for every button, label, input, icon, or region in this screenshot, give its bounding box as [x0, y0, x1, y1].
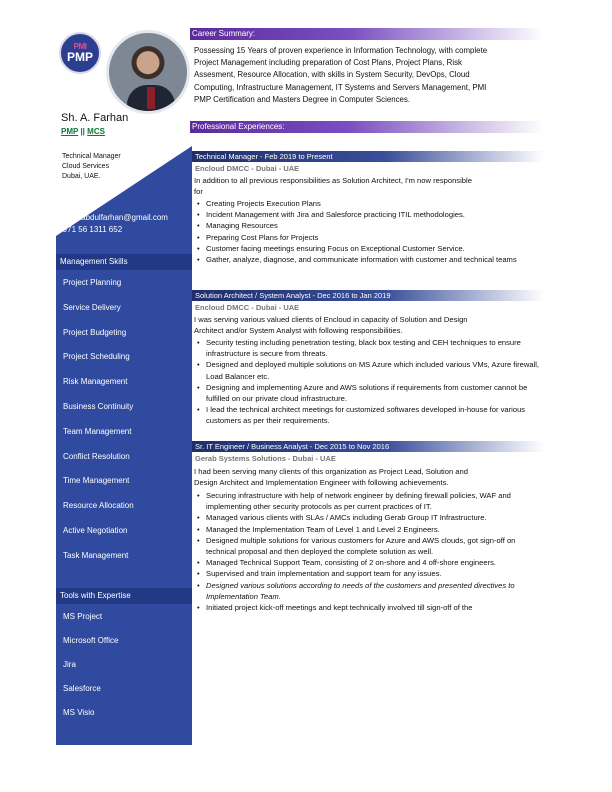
summary-line: Computing, Infrastructure Management, IT Systems and Servers Management, PMI	[194, 82, 487, 92]
bullet-item: • Gather, analyze, diagnose, and communicate information with customer and technical teams	[196, 254, 526, 265]
skill-item: Team Management	[63, 426, 132, 436]
role-department: Cloud Services	[62, 163, 110, 170]
bullet-item: • Designing and implementing Azure and AWS solutions if requirements from customer cannot be fulfilled on our private cloud infrastructure.	[196, 382, 544, 404]
job-company: Gerab Systems Solutions - Dubai - UAE	[195, 454, 336, 463]
skill-item: Project Scheduling	[63, 352, 130, 362]
job-intro	[194, 175, 546, 197]
bullet-item: • Managed various clients with SLAs / AMCs including Gerab Group IT Infrastructure.	[196, 512, 544, 523]
job-title-bar: Solution Architect / System Analyst - Dec 2016 to Jan 2019	[192, 290, 544, 301]
job-company: Encloud DMCC - Dubai - UAE	[195, 164, 300, 173]
summary-line: Assesment, Resource Allocation, with skills in System Security, DevOps, Cloud	[194, 70, 470, 80]
intro-line: Architect and/or System Analyst with following responsibilities.	[194, 326, 403, 336]
job-title-bar: Technical Manager - Feb 2019 to Present	[192, 151, 544, 162]
role-location: Dubai, UAE.	[62, 173, 101, 180]
bullet-item: • Supervised and train implementation and support team for any issues.	[196, 568, 544, 579]
skill-item: Time Management	[63, 476, 130, 486]
bullet-item: • Managed the Implementation Team of Level 1 and Level 2 Engineers.	[196, 524, 544, 535]
bullet-item: • Designed multiple solutions for various customers for Azure and AWS clouds, got sign-off on technical proposal and then deployed the complete solution as well.	[196, 535, 544, 557]
cert-mcs-link[interactable]: MCS	[87, 127, 105, 136]
tool-item: Salesforce	[63, 684, 101, 693]
pmp-logo	[59, 32, 101, 74]
bullet-item: • Preparing Cost Plans for Projects	[196, 232, 544, 243]
intro-line: In addition to all previous responsibilities as Solution Architect, I'm now responsible	[194, 176, 472, 185]
summary-line: Possessing 15 Years of proven experience in Information Technology, with complete	[194, 46, 488, 55]
email-link[interactable]: sheikhabdulfarhan@gmail.com	[58, 213, 168, 222]
role-title: Technical Manager	[62, 153, 121, 160]
bullet-item: • Security testing including penetration testing, black box testing and CEH techniques to ensure infrastructure is secure from threats.	[196, 337, 544, 359]
cert-separator: ||	[80, 127, 85, 136]
skill-item: Resource Allocation	[63, 501, 134, 511]
job-bullets	[196, 198, 544, 265]
intro-line: I was serving various valued clients of Encloud in capacity of Solution and Design	[194, 315, 468, 324]
pmi-logo-text: PMI	[73, 41, 87, 51]
tool-item: MS Project	[63, 612, 103, 621]
skill-item: Service Delivery	[63, 302, 121, 312]
skill-item: Conflict Resolution	[63, 451, 130, 461]
bullet-item: • Incident Management with Jira and Salesforce practicing ITIL methodologies.	[196, 209, 544, 220]
certifications	[61, 127, 105, 136]
bullet-item: • Creating Projects Execution Plans	[196, 198, 544, 209]
job-bullets	[196, 337, 544, 427]
cert-pmp-link[interactable]: PMP	[61, 127, 79, 136]
job-intro	[194, 466, 546, 488]
experience-heading: Professional Experiences:	[190, 121, 544, 133]
sidebar	[56, 28, 192, 745]
tool-item: Jira	[63, 660, 76, 669]
skill-item: Active Negotiation	[63, 525, 128, 535]
intro-line: I had been serving many clients of this organization as Project Lead, Solution and	[194, 467, 468, 476]
skill-item: Task Management	[63, 550, 129, 560]
job-company: Encloud DMCC - Dubai - UAE	[195, 303, 300, 312]
bullet-item: • Managing Resources	[196, 220, 544, 231]
career-summary-heading: Career Summary:	[190, 28, 544, 40]
bullet-item: • Designed various solutions according to needs of the customers and presented directives to Implementation Team.	[196, 580, 544, 602]
bullet-item: • Securing infrastructure with help of network engineer by defining firewall policies, WAF and implementing other security protocols as per current practices of IT.	[196, 490, 544, 512]
contact-info	[58, 212, 168, 236]
bullet-item: • Customer facing meetings ensuring Focus on Exceptional Customer Service.	[196, 243, 544, 254]
job-intro	[194, 314, 546, 336]
summary-line: Project Management including preparation of Cost Plans, Project Plans, Risk	[194, 58, 462, 68]
tools-heading: Tools with Expertise	[56, 588, 192, 604]
summary-line: PMP Certification and Masters Degree in Computer Sciences.	[194, 94, 411, 104]
skill-item: Project Budgeting	[63, 327, 127, 337]
profile-photo	[106, 30, 190, 114]
skill-item: Risk Management	[63, 377, 128, 387]
bullet-item: • Designed and deployed multiple solutions on MS Azure which included various VMs, Azure firewall, Load Balancer etc.	[196, 359, 544, 381]
management-skills-heading: Management Skills	[56, 254, 192, 270]
role-info	[62, 152, 121, 182]
management-skills-list	[63, 276, 134, 574]
skill-item: Business Continuity	[63, 401, 134, 411]
pmp-logo-text: PMP	[66, 49, 93, 64]
tools-list	[63, 610, 118, 730]
tool-item: MS Visio	[63, 708, 95, 717]
intro-line: for	[194, 187, 203, 197]
bullet-item: • I lead the technical architect meetings for customized softwares developed in-house for various customers as per their requirements.	[196, 404, 544, 426]
career-summary	[194, 45, 546, 106]
bullet-item: • Initiated project kick-off meetings and kept technically involved till sign-off of the	[196, 602, 544, 613]
phone-number: +971 56 1311 652	[58, 225, 123, 234]
tool-item: Microsoft Office	[63, 636, 119, 645]
skill-item: Project Planning	[63, 278, 122, 287]
job-bullets	[196, 490, 544, 613]
job-title-bar: Sr. IT Engineer / Business Analyst - Dec 2015 to Nov 2016	[192, 441, 544, 452]
photo-tie	[147, 87, 155, 109]
bullet-item: • Managed Technical Support Team, consisting of 2 on-shore and 4 off-shore engineers.	[196, 557, 544, 568]
profile-name: Sh. A. Farhan	[61, 112, 129, 124]
intro-line: Design Architect and Implementation Engineer with following achievements.	[194, 478, 449, 488]
